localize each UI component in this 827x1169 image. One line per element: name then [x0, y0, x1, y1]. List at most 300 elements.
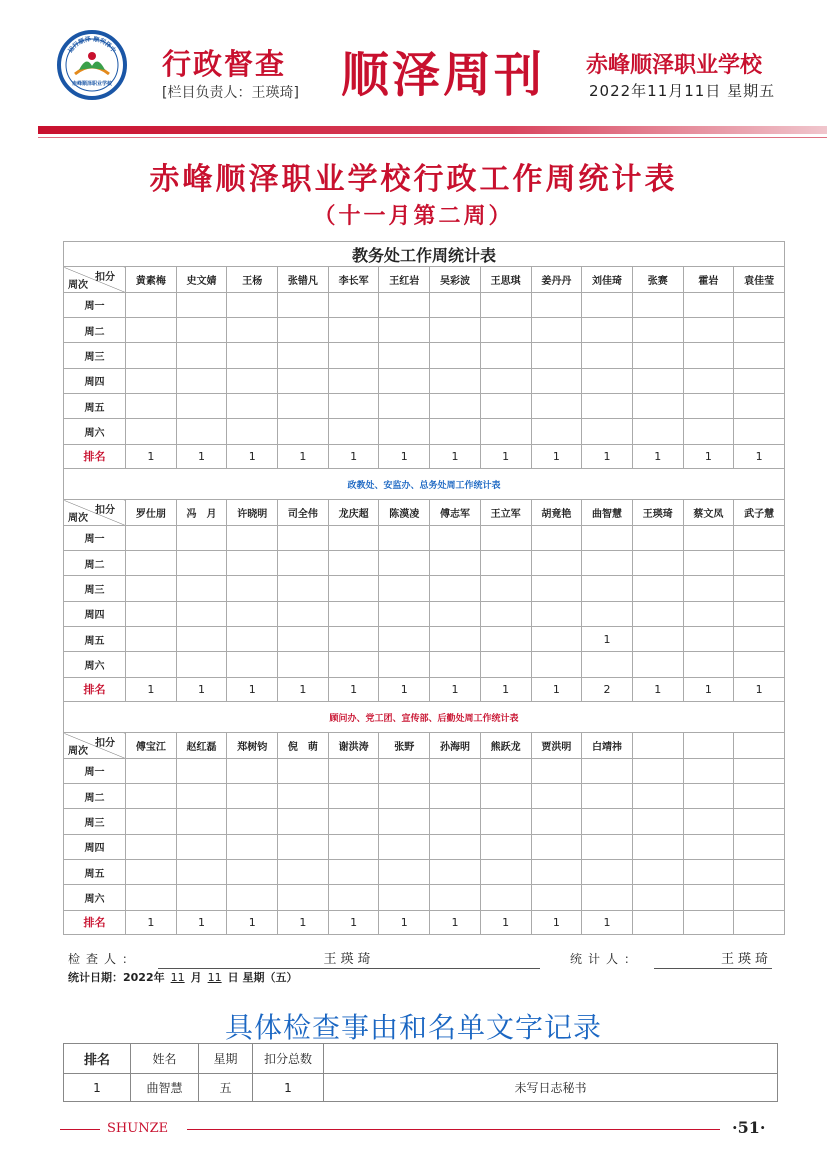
- day-row: [64, 292, 785, 317]
- rank-value: 1: [734, 444, 785, 468]
- score-cell: [227, 885, 278, 910]
- rank-value: 1: [278, 444, 329, 468]
- score-cell: [632, 626, 683, 651]
- day-label: 周五: [64, 393, 126, 418]
- inspector-name: 王瑛琦: [158, 948, 540, 969]
- day-row: [64, 758, 785, 783]
- score-cell: [430, 834, 481, 859]
- column-name: 行政督查: [162, 47, 287, 81]
- day-row: [64, 652, 785, 677]
- score-cell: [683, 292, 734, 317]
- score-cell: [328, 576, 379, 601]
- corner-cell: [64, 267, 126, 292]
- score-cell: [683, 860, 734, 885]
- score-cell: [227, 317, 278, 342]
- statistics-date: [68, 969, 297, 985]
- staff-name: 倪 萌: [278, 733, 329, 758]
- score-cell: [278, 292, 329, 317]
- score-cell: [379, 758, 430, 783]
- score-cell: [531, 860, 582, 885]
- staff-name: 王立军: [480, 500, 531, 525]
- score-cell: [126, 784, 177, 809]
- score-cell: [328, 758, 379, 783]
- staff-name: 胡竟艳: [531, 500, 582, 525]
- staff-name: 许晓明: [227, 500, 278, 525]
- day-label: 周三: [64, 809, 126, 834]
- score-cell: [278, 419, 329, 444]
- date-month: 11: [170, 971, 185, 984]
- score-cell: [227, 343, 278, 368]
- staff-name: 司全伟: [278, 500, 329, 525]
- score-cell: [328, 317, 379, 342]
- score-cell: [734, 652, 785, 677]
- score-cell: [734, 419, 785, 444]
- score-cell: [531, 601, 582, 626]
- score-cell: [379, 343, 430, 368]
- score-cell: [480, 368, 531, 393]
- score-cell: [632, 525, 683, 550]
- score-cell: [176, 317, 227, 342]
- score-cell: [328, 626, 379, 651]
- rank-value: 1: [430, 910, 481, 934]
- score-cell: [582, 784, 633, 809]
- rank-value: 1: [227, 910, 278, 934]
- score-cell: [683, 393, 734, 418]
- day-row: [64, 393, 785, 418]
- day-row: [64, 885, 785, 910]
- score-cell: [734, 368, 785, 393]
- score-cell: [430, 343, 481, 368]
- corner-cell: [64, 500, 126, 525]
- page-title: 赤峰顺泽职业学校行政工作周统计表: [149, 162, 678, 197]
- score-cell: [430, 885, 481, 910]
- day-row: [64, 601, 785, 626]
- counter-name: 王瑛琦: [654, 948, 772, 969]
- score-cell: [227, 576, 278, 601]
- score-cell: [227, 551, 278, 576]
- score-cell: [379, 860, 430, 885]
- score-cell: [734, 393, 785, 418]
- score-cell: [278, 576, 329, 601]
- score-cell: [328, 419, 379, 444]
- rank-value: 1: [734, 677, 785, 701]
- score-cell: [379, 317, 430, 342]
- score-cell: [683, 834, 734, 859]
- score-cell: [278, 601, 329, 626]
- score-cell: [531, 809, 582, 834]
- rank-row: [64, 677, 785, 701]
- score-cell: [683, 551, 734, 576]
- rank-label: 排名: [64, 444, 126, 468]
- day-label: 周五: [64, 626, 126, 651]
- rank-value: 1: [582, 910, 633, 934]
- staff-name: 刘佳琦: [582, 267, 633, 292]
- score-cell: [430, 758, 481, 783]
- score-cell: [176, 292, 227, 317]
- score-cell: [379, 419, 430, 444]
- score-cell: [126, 834, 177, 859]
- score-cell: [531, 419, 582, 444]
- score-cell: [176, 525, 227, 550]
- rank-value: 1: [531, 910, 582, 934]
- rank-value: 1: [278, 910, 329, 934]
- score-cell: [480, 652, 531, 677]
- score-cell: [531, 292, 582, 317]
- score-cell: [531, 343, 582, 368]
- school-name: 赤峰顺泽职业学校: [586, 53, 763, 78]
- footer-line-right: [187, 1129, 720, 1130]
- score-cell: [176, 885, 227, 910]
- score-cell: [582, 576, 633, 601]
- score-cell: [632, 758, 683, 783]
- score-cell: [176, 834, 227, 859]
- score-cell: [227, 834, 278, 859]
- staff-name: 罗仕朋: [126, 500, 177, 525]
- score-cell: [227, 393, 278, 418]
- corner-score-label: 扣分: [95, 505, 115, 517]
- rank-value: 1: [531, 444, 582, 468]
- score-cell: [126, 292, 177, 317]
- score-cell: [480, 292, 531, 317]
- staff-name: 傅宝江: [126, 733, 177, 758]
- score-cell: [582, 601, 633, 626]
- page-number: ·51·: [732, 1118, 766, 1137]
- score-cell: [278, 525, 329, 550]
- day-row: [64, 317, 785, 342]
- score-cell: [734, 809, 785, 834]
- day-label: 周五: [64, 860, 126, 885]
- header-divider: [38, 126, 827, 134]
- score-cell: [430, 292, 481, 317]
- day-row: [64, 343, 785, 368]
- score-cell: [632, 317, 683, 342]
- score-cell: [582, 758, 633, 783]
- score-cell: [126, 525, 177, 550]
- score-cell: [734, 834, 785, 859]
- school-logo: [57, 30, 127, 100]
- record-title: 具体检查事由和名单文字记录: [224, 1011, 602, 1044]
- staff-name: 贾洪明: [531, 733, 582, 758]
- rank-value: 1: [176, 444, 227, 468]
- logo-bottom-text: 赤峰顺泽职业学校: [71, 81, 113, 87]
- score-cell: [683, 525, 734, 550]
- score-cell: [582, 525, 633, 550]
- score-cell: [480, 860, 531, 885]
- score-cell: [379, 576, 430, 601]
- staff-name: 熊跃龙: [480, 733, 531, 758]
- score-cell: [227, 809, 278, 834]
- staff-name: 吴彩波: [430, 267, 481, 292]
- rank-value: 1: [480, 677, 531, 701]
- score-cell: [582, 652, 633, 677]
- rank-value: 1: [430, 444, 481, 468]
- rank-value: 1: [531, 677, 582, 701]
- corner-week-label: 周次: [68, 512, 88, 524]
- score-cell: [734, 525, 785, 550]
- rank-value: [632, 910, 683, 934]
- score-cell: [379, 626, 430, 651]
- score-cell: [683, 601, 734, 626]
- day-row: [64, 860, 785, 885]
- day-row: [64, 784, 785, 809]
- score-cell: [734, 576, 785, 601]
- staff-name: 龙庆超: [328, 500, 379, 525]
- score-cell: [126, 860, 177, 885]
- score-cell: [582, 393, 633, 418]
- rank-value: 1: [430, 677, 481, 701]
- score-cell: [531, 885, 582, 910]
- score-cell: [328, 292, 379, 317]
- score-cell: [176, 626, 227, 651]
- score-cell: [531, 551, 582, 576]
- score-cell: [379, 652, 430, 677]
- score-cell: [126, 809, 177, 834]
- score-cell: [582, 292, 633, 317]
- date-prefix: 统计日期：2022年: [68, 971, 165, 984]
- score-cell: [227, 601, 278, 626]
- record-header-row: [64, 1044, 778, 1074]
- score-cell: [480, 784, 531, 809]
- rank-value: 1: [632, 444, 683, 468]
- score-cell: [227, 292, 278, 317]
- score-cell: [379, 525, 430, 550]
- score-cell: [480, 419, 531, 444]
- score-cell: [480, 601, 531, 626]
- score-cell: [328, 784, 379, 809]
- rank-value: 1: [379, 677, 430, 701]
- score-cell: [126, 576, 177, 601]
- score-cell: [480, 551, 531, 576]
- day-label: 周二: [64, 784, 126, 809]
- score-cell: [632, 834, 683, 859]
- header-thin-divider: [38, 137, 827, 138]
- staff-name: 张野: [379, 733, 430, 758]
- score-cell: [328, 525, 379, 550]
- score-cell: [632, 809, 683, 834]
- name-header-row: [64, 267, 785, 292]
- counter-label: 统计人：: [570, 952, 643, 966]
- score-cell: [582, 419, 633, 444]
- score-cell: [227, 860, 278, 885]
- record-header-score: 扣分总数: [253, 1044, 324, 1074]
- score-cell: [632, 551, 683, 576]
- record-score: 1: [253, 1074, 324, 1102]
- rank-value: 1: [582, 444, 633, 468]
- score-cell: [126, 551, 177, 576]
- score-cell: [632, 885, 683, 910]
- score-cell: [734, 784, 785, 809]
- day-label: 周二: [64, 551, 126, 576]
- day-label: 周四: [64, 368, 126, 393]
- day-label: 周六: [64, 419, 126, 444]
- score-cell: [582, 834, 633, 859]
- staff-name: 陈漠凌: [379, 500, 430, 525]
- score-cell: [379, 834, 430, 859]
- score-cell: [328, 885, 379, 910]
- score-cell: [227, 419, 278, 444]
- score-cell: [176, 652, 227, 677]
- rank-value: 1: [227, 677, 278, 701]
- inspector-label: 检查人：: [68, 952, 141, 966]
- score-cell: [734, 758, 785, 783]
- date-suffix: 日 星期（五）: [227, 971, 298, 984]
- score-cell: [126, 758, 177, 783]
- staff-name: 姜丹丹: [531, 267, 582, 292]
- rank-value: 1: [176, 677, 227, 701]
- score-cell: [582, 885, 633, 910]
- day-label: 周三: [64, 343, 126, 368]
- score-cell: [176, 393, 227, 418]
- score-cell: [734, 860, 785, 885]
- score-cell: [227, 626, 278, 651]
- staff-name: 蔡文凤: [683, 500, 734, 525]
- score-cell: [278, 809, 329, 834]
- rank-value: 1: [278, 677, 329, 701]
- score-cell: [126, 652, 177, 677]
- rank-value: 1: [328, 677, 379, 701]
- rank-value: 1: [126, 677, 177, 701]
- section-title: 顾问办、党工团、宣传部、后勤处周工作统计表: [64, 701, 785, 732]
- page-subtitle: （十一月第二周）: [313, 203, 514, 229]
- rank-value: 1: [379, 910, 430, 934]
- score-cell: [227, 652, 278, 677]
- score-cell: [632, 368, 683, 393]
- score-cell: [480, 809, 531, 834]
- staff-name: 黄素梅: [126, 267, 177, 292]
- score-cell: [430, 525, 481, 550]
- staff-name: 冯 月: [176, 500, 227, 525]
- score-cell: [582, 317, 633, 342]
- score-cell: [278, 343, 329, 368]
- score-cell: [328, 368, 379, 393]
- score-cell: [227, 784, 278, 809]
- day-row: [64, 809, 785, 834]
- score-cell: [531, 393, 582, 418]
- score-cell: [632, 393, 683, 418]
- score-cell: [430, 784, 481, 809]
- score-cell: [278, 626, 329, 651]
- score-cell: [126, 626, 177, 651]
- score-cell: [176, 551, 227, 576]
- rank-label: 排名: [64, 677, 126, 701]
- score-cell: [734, 626, 785, 651]
- score-cell: [278, 758, 329, 783]
- score-cell: [531, 368, 582, 393]
- score-cell: [430, 601, 481, 626]
- score-cell: [430, 626, 481, 651]
- score-cell: [683, 784, 734, 809]
- record-weekday: 五: [199, 1074, 253, 1102]
- score-cell: [531, 784, 582, 809]
- score-cell: [683, 758, 734, 783]
- score-cell: [582, 368, 633, 393]
- score-cell: [328, 343, 379, 368]
- rank-value: 1: [328, 444, 379, 468]
- staff-name: 王思琪: [480, 267, 531, 292]
- score-cell: [176, 758, 227, 783]
- score-cell: [430, 860, 481, 885]
- corner-score-label: 扣分: [95, 272, 115, 284]
- score-cell: [176, 419, 227, 444]
- score-cell: [531, 834, 582, 859]
- record-header-rank: 排名: [64, 1044, 131, 1074]
- staff-name: 傅志军: [430, 500, 481, 525]
- score-cell: [531, 576, 582, 601]
- date-month-char: 月: [190, 971, 202, 984]
- score-cell: [430, 317, 481, 342]
- staff-name: 赵红磊: [176, 733, 227, 758]
- rank-value: 1: [632, 677, 683, 701]
- score-cell: [379, 292, 430, 317]
- score-cell: [683, 576, 734, 601]
- score-cell: [176, 368, 227, 393]
- score-cell: [632, 576, 683, 601]
- day-label: 周四: [64, 601, 126, 626]
- score-cell: [683, 317, 734, 342]
- score-cell: [379, 601, 430, 626]
- score-cell: [683, 652, 734, 677]
- score-cell: [126, 368, 177, 393]
- rank-row: [64, 910, 785, 934]
- rank-value: 1: [126, 444, 177, 468]
- day-label: 周六: [64, 885, 126, 910]
- score-cell: [480, 885, 531, 910]
- rank-value: [683, 910, 734, 934]
- score-cell: [582, 809, 633, 834]
- staff-name: 史文婧: [176, 267, 227, 292]
- record-header-name: 姓名: [131, 1044, 199, 1074]
- score-cell: [176, 809, 227, 834]
- rank-value: 1: [126, 910, 177, 934]
- section-title-row: [64, 468, 785, 499]
- score-cell: [430, 368, 481, 393]
- score-cell: [176, 576, 227, 601]
- score-cell: [278, 551, 329, 576]
- staff-name: 王杨: [227, 267, 278, 292]
- day-label: 周六: [64, 652, 126, 677]
- day-label: 周一: [64, 758, 126, 783]
- record-header-reason: [324, 1044, 778, 1074]
- rank-row: [64, 444, 785, 468]
- day-label: 周四: [64, 834, 126, 859]
- corner-score-label: 扣分: [95, 738, 115, 750]
- score-cell: [379, 368, 430, 393]
- score-cell: [278, 860, 329, 885]
- score-cell: [227, 758, 278, 783]
- day-row: [64, 525, 785, 550]
- score-cell: [683, 343, 734, 368]
- staff-name: [632, 733, 683, 758]
- score-cell: [734, 343, 785, 368]
- rank-value: 1: [683, 677, 734, 701]
- score-cell: [632, 784, 683, 809]
- score-cell: [278, 834, 329, 859]
- weekly-stats-table: [63, 241, 785, 935]
- score-cell: [430, 576, 481, 601]
- name-header-row: [64, 733, 785, 758]
- score-cell: [632, 292, 683, 317]
- name-header-row: [64, 500, 785, 525]
- score-cell: [683, 419, 734, 444]
- score-cell: [683, 885, 734, 910]
- score-cell: [126, 601, 177, 626]
- score-cell: [328, 652, 379, 677]
- rank-value: 1: [379, 444, 430, 468]
- staff-name: 李长军: [328, 267, 379, 292]
- score-cell: [632, 601, 683, 626]
- score-cell: [734, 317, 785, 342]
- score-cell: [531, 652, 582, 677]
